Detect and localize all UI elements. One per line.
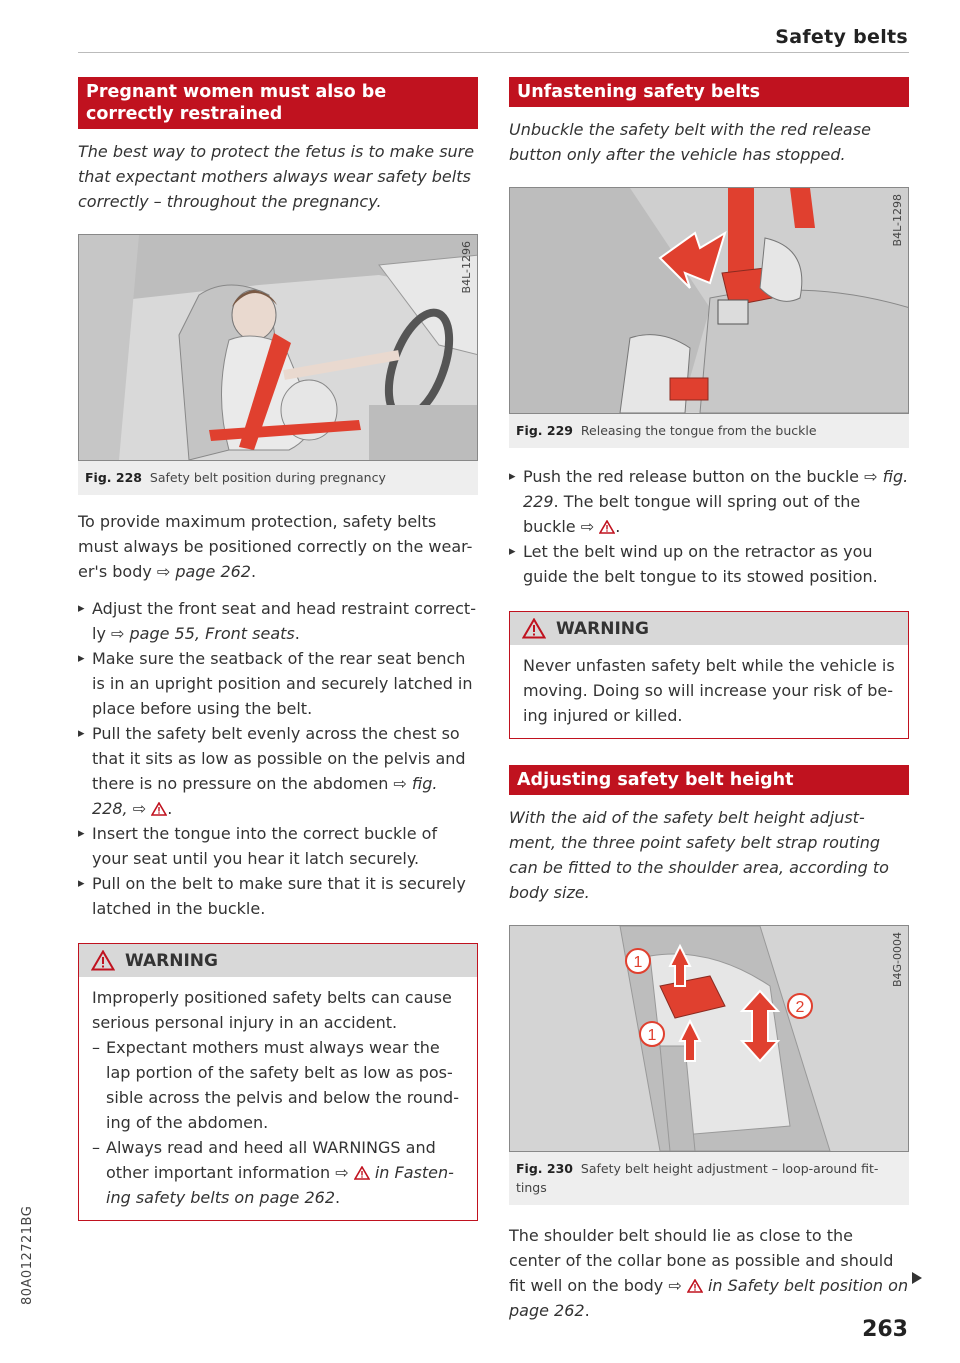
intro-pregnant: The best way to protect the fetus is to make sure that expectant mothers always wear safety belts correctly – throughout the pregnancy. bbox=[78, 142, 475, 211]
step-list-unfastening bbox=[509, 464, 909, 589]
link-page-262[interactable]: ⇨ page 262 bbox=[156, 562, 251, 581]
left-column bbox=[78, 77, 478, 1221]
intro-unfastening: Unbuckle the safety belt with the red release button only after the vehicle has stopped. bbox=[509, 120, 871, 164]
page-number: 263 bbox=[862, 1317, 908, 1342]
pregnant-driver-illustration bbox=[79, 235, 478, 460]
figure-229-code: B4L-1298 bbox=[891, 194, 904, 247]
figure-230-code: B4G-0004 bbox=[891, 932, 904, 988]
warning-title: WARNING bbox=[556, 618, 649, 639]
warning-triangle-icon[interactable] bbox=[599, 520, 615, 534]
figure-230-label: Fig. 230 bbox=[516, 1161, 573, 1176]
figure-228-code: B4L-1296 bbox=[460, 241, 473, 294]
warning-triangle-icon[interactable] bbox=[151, 802, 167, 816]
step-end: . bbox=[167, 799, 173, 818]
figure-228 bbox=[78, 234, 478, 495]
figure-230-image bbox=[509, 925, 909, 1152]
callout-1-bottom: 1 bbox=[647, 1027, 657, 1044]
warning-triangle-icon bbox=[91, 950, 115, 971]
step-item bbox=[78, 821, 478, 871]
step-text: Pull on the belt to make sure that it is securely latched in the buckle. bbox=[92, 874, 466, 918]
warning-triangle-icon[interactable] bbox=[687, 1279, 703, 1293]
link-fig-228[interactable]: ⇨ fig. 228, ⇨ bbox=[92, 774, 438, 818]
intro-adjusting: With the aid of the safety belt height adjust-ment, the three point safety belt strap routing can be fitted to the shoulder area, according to body size. bbox=[509, 808, 889, 902]
warning-body bbox=[79, 977, 477, 1220]
figure-230 bbox=[509, 925, 909, 1205]
step-list-pregnant bbox=[78, 596, 478, 921]
step-item bbox=[78, 646, 478, 721]
figure-228-label: Fig. 228 bbox=[85, 470, 142, 485]
step-text: Pull the safety belt evenly across the chest so that it sits as low as possible on the pelvis and there is no pressure on the abdomen bbox=[92, 724, 466, 793]
step-item bbox=[509, 539, 909, 589]
warning-body: Never unfasten safety belt while the vehicle is moving. Doing so will increase your risk of be-ing injured or killed. bbox=[523, 656, 895, 725]
warning-title: WARNING bbox=[125, 950, 218, 971]
step-text: Adjust the front seat and head restraint correct-ly bbox=[92, 599, 476, 643]
figure-229-label: Fig. 229 bbox=[516, 423, 573, 438]
warning-item-end: . bbox=[335, 1188, 341, 1207]
document-code: 80A012721BG bbox=[20, 1205, 35, 1305]
paragraph-shoulder-belt bbox=[509, 1223, 909, 1323]
callout-2: 2 bbox=[795, 999, 805, 1016]
warning-header bbox=[79, 944, 477, 977]
buckle-release-illustration bbox=[510, 188, 909, 413]
figure-229-caption-text: Releasing the tongue from the buckle bbox=[580, 423, 817, 438]
figure-229-image bbox=[509, 187, 909, 414]
step-item bbox=[509, 464, 909, 539]
callout-1-top: 1 bbox=[633, 954, 643, 971]
step-text: Push the red release button on the buckle bbox=[523, 467, 865, 486]
warning-header bbox=[510, 612, 908, 645]
section-heading-adjusting: Adjusting safety belt height bbox=[509, 765, 909, 795]
step-end: . bbox=[294, 624, 300, 643]
header-rule bbox=[78, 52, 909, 53]
figure-230-caption bbox=[509, 1152, 909, 1205]
step-item bbox=[78, 871, 478, 921]
belt-height-adjuster-illustration bbox=[510, 926, 909, 1151]
figure-229-caption bbox=[509, 414, 909, 448]
step-item bbox=[78, 596, 478, 646]
continue-arrow-icon bbox=[912, 1272, 922, 1284]
link-page-55[interactable]: ⇨ page 55, Front seats bbox=[111, 624, 295, 643]
figure-229 bbox=[509, 187, 909, 448]
para-text: The shoulder belt should lie as close to the center of the collar bone as possible and should fit well on the body ⇨ bbox=[509, 1226, 894, 1295]
para-end: . bbox=[250, 562, 257, 581]
figure-228-image bbox=[78, 234, 478, 461]
step-text: Insert the tongue into the correct buckle of your seat until you hear it latch securely. bbox=[92, 824, 438, 868]
warning-item bbox=[92, 1135, 464, 1210]
running-header: Safety belts bbox=[775, 26, 908, 48]
right-column bbox=[509, 77, 909, 1323]
warning-intro: Improperly positioned safety belts can cause serious personal injury in an accident. bbox=[92, 988, 452, 1032]
link-fastening-safety-belts[interactable]: in Fasten-ing safety belts on page 262 bbox=[106, 1163, 454, 1207]
figure-228-caption-text: Safety belt position during pregnancy bbox=[149, 470, 386, 485]
para-text: To provide maximum protection, safety belts must always be positioned correctly on the wear-er's body bbox=[78, 512, 473, 581]
figure-228-caption bbox=[78, 461, 478, 495]
section-heading-unfastening: Unfastening safety belts bbox=[509, 77, 909, 107]
para-end: . bbox=[584, 1301, 590, 1320]
section-heading-pregnant: Pregnant women must also be correctly restrained bbox=[78, 77, 478, 129]
step-text: Make sure the seatback of the rear seat bench is in an upright position and securely latched in place before using the belt. bbox=[92, 649, 473, 718]
link-fig-229[interactable]: ⇨ fig. 229 bbox=[523, 467, 909, 511]
warning-item-text: Always read and heed all WARNINGS and other important information ⇨ bbox=[106, 1138, 436, 1182]
step-text: Let the belt wind up on the retractor as you guide the belt tongue to its stowed position. bbox=[523, 542, 878, 586]
warning-box-pregnant bbox=[78, 943, 478, 1221]
step-item bbox=[78, 721, 478, 821]
step-mid: . The belt tongue will spring out of the buckle ⇨ bbox=[523, 492, 861, 536]
warning-triangle-icon[interactable] bbox=[354, 1166, 370, 1180]
figure-230-caption-text: Safety belt height adjustment – loop-around fit-tings bbox=[516, 1161, 879, 1195]
warning-triangle-icon bbox=[522, 618, 546, 639]
warning-item: – Expectant mothers must always wear the lap portion of the safety belt as low as pos-sible across the pelvis and below the round-ing of the abdomen. bbox=[92, 1035, 464, 1135]
link-safety-belt-position[interactable]: in Safety belt position on page 262 bbox=[509, 1276, 909, 1320]
paragraph-maximum-protection bbox=[78, 509, 478, 584]
warning-box-unfastening bbox=[509, 611, 909, 739]
step-end: . bbox=[615, 517, 621, 536]
